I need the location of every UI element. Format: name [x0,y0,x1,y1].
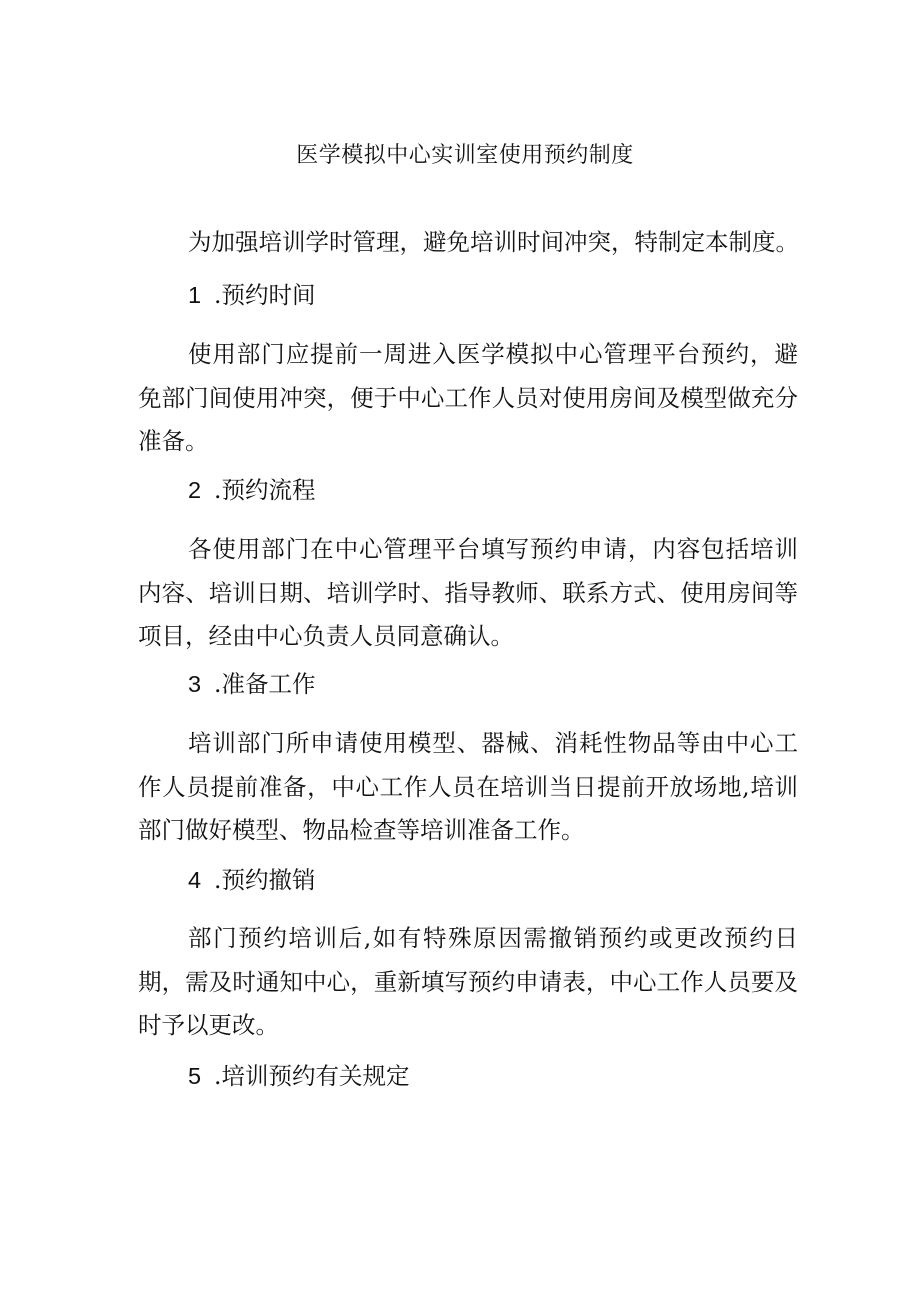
section-heading-3 [188,668,315,700]
section-heading-5 [188,1060,409,1092]
section-heading-text: .培训预约有关规定 [214,1062,410,1090]
intro-paragraph: 为加强培训学时管理，避免培训时间冲突，特制定本制度。 [188,228,799,256]
section-heading-4 [188,864,315,896]
section-number: 2 [188,477,202,503]
section-body-2: 各使用部门在中心管理平台填写预约申请，内容包括培训内容、培训日期、培训学时、指导教师、联系方式、使用房间等项目，经由中心负责人员同意确认。 [138,535,798,650]
document-title: 医学模拟中心实训室使用预约制度 [296,143,634,168]
section-heading-text: .预约流程 [214,476,316,504]
section-body-4: 部门预约培训后,如有特殊原因需撤销预约或更改预约日期，需及时通知中心，重新填写预约申请表，中心工作人员要及时予以更改。 [138,924,798,1039]
section-heading-1 [188,279,315,311]
section-number: 3 [188,671,202,697]
section-number: 1 [188,282,202,308]
section-heading-2 [188,474,315,506]
section-body-1: 使用部门应提前一周进入医学模拟中心管理平台预约，避免部门间使用冲突，便于中心工作人员对使用房间及模型做充分准备。 [138,340,798,455]
section-number: 4 [188,867,202,893]
section-heading-text: .准备工作 [214,670,316,698]
section-heading-text: .预约撤销 [214,866,316,894]
section-body-3: 培训部门所申请使用模型、器械、消耗性物品等由中心工作人员提前准备，中心工作人员在培训当日提前开放场地,培训部门做好模型、物品检查等培训准备工作。 [138,729,798,844]
section-number: 5 [188,1063,202,1089]
section-heading-text: .预约时间 [214,281,316,309]
